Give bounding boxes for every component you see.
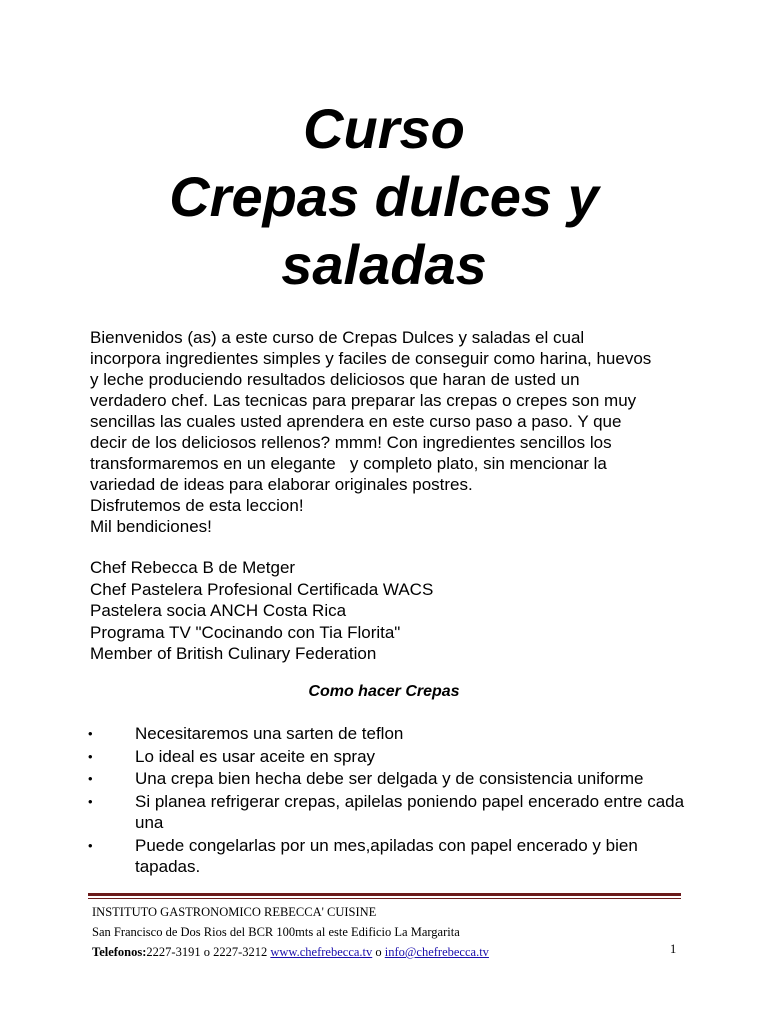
list-item: [88, 791, 688, 834]
email-link[interactable]: info@chefrebecca.tv: [384, 945, 489, 959]
intro-line: Disfrutemos de esta leccion!: [90, 496, 304, 515]
intro-line: decir de los deliciosos rellenos? mmm! Con ingredientes sencillos los: [90, 433, 612, 452]
intro-line: variedad de ideas para elaborar originales postres.: [90, 475, 473, 494]
title-line-2: Crepas dulces y: [169, 165, 599, 228]
signature-line: Pastelera socia ANCH Costa Rica: [90, 601, 347, 620]
bullet-icon: •: [88, 793, 93, 809]
contact-connector: o: [372, 945, 385, 959]
bullet-icon: •: [88, 771, 93, 786]
list-item-text: Si planea refrigerar crepas, apilelas poniendo papel encerado entre cada una: [135, 791, 685, 832]
phone-numbers: 2227-3191 o 2227-3212: [146, 945, 271, 959]
list-item: [88, 768, 688, 790]
document-title: [0, 95, 768, 299]
bullet-icon: •: [88, 726, 93, 741]
section-heading: Como hacer Crepas: [308, 683, 460, 700]
footer-divider-thin: [88, 898, 681, 899]
list-item: [88, 746, 688, 768]
list-item-text: Lo ideal es usar aceite en spray: [135, 746, 376, 766]
signature-line: Programa TV "Cocinando con Tia Florita": [90, 622, 401, 642]
intro-line: transformaremos en un elegante y completo plato, sin mencionar la: [90, 454, 607, 473]
footer-divider-thick: [88, 893, 681, 896]
chef-signature: [90, 557, 690, 665]
intro-line: y leche produciendo resultados deliciosos que haran de usted un: [90, 370, 580, 389]
footer-institute: INSTITUTO GASTRONOMICO REBECCA' CUISINE: [92, 905, 377, 919]
intro-line: Mil bendiciones!: [90, 517, 212, 536]
signature-line: Chef Rebecca B de Metger: [90, 558, 296, 577]
intro-line: sencillas las cuales usted aprendera en este curso paso a paso. Y que: [90, 412, 622, 431]
signature-line: Member of British Culinary Federation: [90, 644, 377, 663]
list-item-text: Necesitaremos una sarten de teflon: [135, 724, 404, 743]
footer-contact: [92, 942, 692, 962]
signature-line: Chef Pastelera Profesional Certificada WACS: [90, 579, 434, 599]
bullet-icon: •: [88, 837, 93, 853]
list-item-text: Puede congelarlas por un mes,apiladas con papel encerado y bien tapadas.: [135, 835, 638, 876]
intro-line: incorpora ingredientes simples y faciles de conseguir como harina, huevos: [90, 349, 652, 368]
intro-paragraph: [90, 327, 690, 537]
bullet-icon: •: [88, 748, 93, 764]
intro-line: Bienvenidos (as) a este curso de Crepas Dulces y saladas el cual: [90, 328, 585, 347]
list-item: [88, 723, 688, 745]
footer: [92, 902, 692, 962]
title-line-1: Curso: [303, 97, 465, 160]
list-item: [88, 835, 688, 878]
phones-label: Telefonos:: [92, 945, 147, 959]
footer-address: San Francisco de Dos Rios del BCR 100mts al este Edificio La Margarita: [92, 925, 460, 939]
website-link[interactable]: www.chefrebecca.tv: [270, 945, 373, 959]
list-item-text: Una crepa bien hecha debe ser delgada y de consistencia uniforme: [135, 769, 644, 788]
page-number: 1: [670, 942, 677, 956]
title-line-3: saladas: [281, 233, 487, 296]
tips-list: [88, 723, 688, 879]
intro-line: verdadero chef. Las tecnicas para preparar las crepas o crepes son muy: [90, 391, 637, 410]
